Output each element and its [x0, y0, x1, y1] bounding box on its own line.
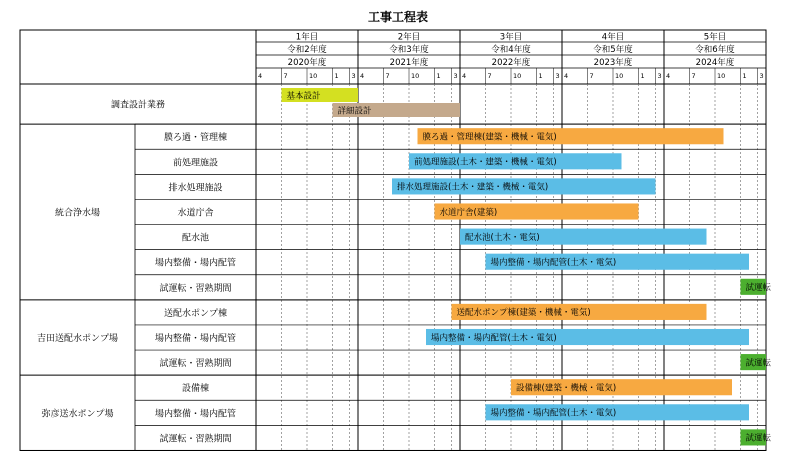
- era-label: 令和3年度: [389, 45, 429, 55]
- era-label: 令和2年度: [287, 45, 327, 55]
- row-label: 試運転・習熟期間: [159, 434, 232, 445]
- row-label: 送配水ポンプ棟: [163, 308, 228, 319]
- row-label: 場内整備・場内配管: [154, 334, 237, 345]
- bar-label: 前処理施設(土木・建築・機械・電気): [414, 157, 557, 168]
- chart-title: 工事工程表: [367, 10, 429, 24]
- month-tick-label: 10: [615, 72, 624, 80]
- row-label: 水道庁舎: [177, 208, 214, 219]
- month-tick-label: 7: [487, 72, 492, 80]
- era-label: 令和5年度: [593, 45, 633, 55]
- month-tick-label: 3: [555, 72, 560, 80]
- month-tick-label: 7: [589, 72, 594, 80]
- fiscal-year-label: 2024年度: [695, 58, 735, 68]
- row-label: 試運転・習熟期間: [159, 283, 232, 294]
- bar-label: 詳細設計: [337, 106, 372, 117]
- row-label: 膜ろ過・管理棟: [163, 133, 228, 144]
- month-tick-label: 10: [717, 72, 726, 80]
- month-tick-label: 3: [453, 72, 458, 80]
- year-label: 3年目: [499, 32, 523, 43]
- bar-label: 配水池(土木・電気): [465, 232, 540, 243]
- row-label: 試運転・習熟期間: [159, 359, 232, 370]
- month-tick-label: 4: [564, 72, 569, 80]
- month-tick-label: 4: [666, 72, 671, 80]
- fiscal-year-label: 2021年度: [389, 58, 429, 68]
- month-tick-label: 7: [385, 72, 390, 80]
- era-label: 令和4年度: [491, 45, 531, 55]
- bar-label: 試運転: [745, 358, 772, 369]
- month-tick-label: 3: [351, 72, 356, 80]
- month-tick-label: 10: [411, 72, 420, 80]
- row-label: 排水処理施設: [168, 183, 223, 194]
- group-label: 統合浄水場: [54, 208, 101, 219]
- group-label: 弥彦送水ポンプ場: [41, 409, 114, 420]
- row-label: 場内整備・場内配管: [154, 409, 237, 420]
- month-tick-label: 4: [258, 72, 263, 80]
- row-label: 場内整備・場内配管: [154, 258, 237, 269]
- month-tick-label: 1: [436, 72, 441, 80]
- fiscal-year-label: 2020年度: [287, 58, 327, 68]
- bar-label: 場内整備・場内配管(土木・電気): [431, 333, 557, 344]
- bar-label: 試運転: [745, 433, 772, 444]
- month-tick-label: 4: [462, 72, 467, 80]
- bar-label: 設備棟(建築・機械・電気): [516, 383, 617, 394]
- row-label: 配水池: [181, 233, 210, 244]
- bar-label: 排水処理施設(土木・建築・機械・電気): [397, 182, 549, 193]
- era-label: 令和6年度: [695, 45, 735, 55]
- bar-label: 膜ろ過・管理棟(建築・機械・電気): [422, 132, 557, 143]
- group-label: 調査設計業務: [110, 100, 166, 111]
- bar-label: 場内整備・場内配管(土木・電気): [490, 408, 617, 419]
- month-tick-label: 3: [657, 72, 662, 80]
- bar-label: 試運転: [745, 283, 772, 294]
- year-label: 2年目: [397, 32, 421, 43]
- month-tick-label: 1: [538, 72, 543, 80]
- bar-label: 基本設計: [286, 91, 321, 102]
- month-tick-label: 10: [309, 72, 318, 80]
- month-tick-label: 4: [360, 72, 365, 80]
- row-label: 設備棟: [181, 384, 210, 395]
- year-label: 4年目: [601, 32, 625, 43]
- month-tick-label: 10: [513, 72, 522, 80]
- year-label: 1年目: [295, 32, 319, 43]
- month-tick-label: 3: [759, 72, 764, 80]
- row-label: 前処理施設: [172, 158, 219, 169]
- fiscal-year-label: 2023年度: [593, 58, 633, 68]
- month-tick-label: 1: [334, 72, 339, 80]
- bar-label: 水道庁舎(建築): [439, 207, 498, 218]
- month-tick-label: 1: [640, 72, 645, 80]
- year-label: 5年目: [703, 32, 727, 43]
- bar-label: 場内整備・場内配管(土木・電気): [490, 258, 617, 269]
- fiscal-year-label: 2022年度: [491, 58, 531, 68]
- bar-label: 送配水ポンプ棟(建築・機械・電気): [456, 308, 591, 319]
- month-tick-label: 1: [742, 72, 747, 80]
- month-tick-label: 7: [691, 72, 696, 80]
- month-tick-label: 7: [283, 72, 288, 80]
- bar-layer: [282, 88, 772, 445]
- group-label: 吉田送配水ポンプ場: [36, 334, 119, 345]
